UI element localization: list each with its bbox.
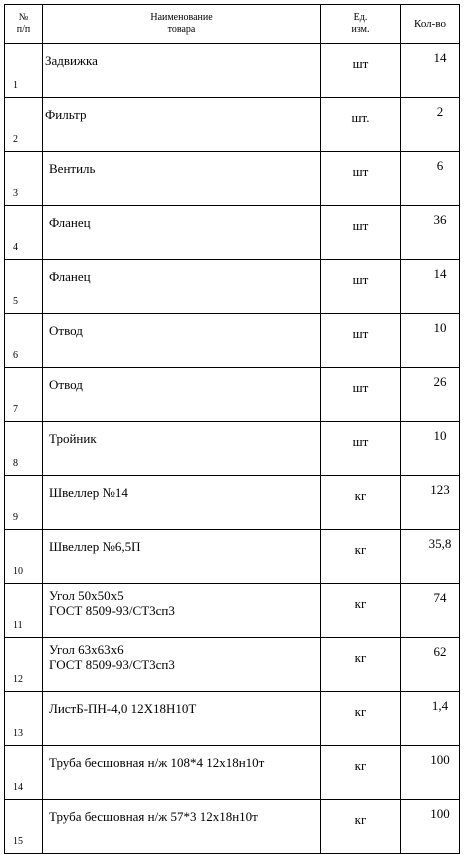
row-qty: 100 <box>401 800 460 854</box>
row-unit: кг <box>321 800 401 854</box>
row-qty: 14 <box>401 44 460 98</box>
row-qty: 74 <box>401 584 460 638</box>
row-name-line1: Угол 63х63х6 <box>49 642 124 657</box>
row-name: Фланец <box>43 260 321 314</box>
table-row <box>5 746 460 800</box>
row-name: Труба бесшовная н/ж 57*3 12х18н10т <box>43 800 321 854</box>
row-qty: 123 <box>401 476 460 530</box>
row-qty: 35,8 <box>401 530 460 584</box>
row-qty: 14 <box>401 260 460 314</box>
row-unit: шт <box>321 206 401 260</box>
row-unit: шт <box>321 368 401 422</box>
table-row <box>5 692 460 746</box>
row-name: Отвод <box>43 368 321 422</box>
table-row <box>5 638 460 692</box>
row-name: Тройник <box>43 422 321 476</box>
row-name: Задвижка <box>43 44 321 98</box>
header-name <box>43 5 321 44</box>
header-unit-line2: изм. <box>351 24 370 35</box>
row-name: ЛистБ-ПН-4,0 12Х18Н10Т <box>43 692 321 746</box>
header-unit <box>321 5 401 44</box>
row-num: 10 <box>5 530 43 584</box>
row-unit: шт. <box>321 98 401 152</box>
row-name <box>43 584 321 638</box>
row-unit: шт <box>321 152 401 206</box>
row-unit: шт <box>321 260 401 314</box>
goods-table <box>4 4 460 854</box>
table-row <box>5 800 460 854</box>
table-row <box>5 422 460 476</box>
row-num: 7 <box>5 368 43 422</box>
row-unit: кг <box>321 530 401 584</box>
row-unit: шт <box>321 422 401 476</box>
row-qty: 100 <box>401 746 460 800</box>
row-num: 9 <box>5 476 43 530</box>
header-num-line1: № <box>18 12 29 23</box>
row-num: 4 <box>5 206 43 260</box>
row-num: 13 <box>5 692 43 746</box>
row-name <box>43 638 321 692</box>
row-qty: 10 <box>401 314 460 368</box>
row-qty: 1,4 <box>401 692 460 746</box>
row-qty: 26 <box>401 368 460 422</box>
row-name: Труба бесшовная н/ж 108*4 12х18н10т <box>43 746 321 800</box>
row-name: Фильтр <box>43 98 321 152</box>
row-name: Фланец <box>43 206 321 260</box>
row-name: Отвод <box>43 314 321 368</box>
row-unit: кг <box>321 638 401 692</box>
row-num: 1 <box>5 44 43 98</box>
header-num-line2: п/п <box>16 24 31 35</box>
table-row <box>5 206 460 260</box>
row-unit: кг <box>321 476 401 530</box>
row-num: 5 <box>5 260 43 314</box>
row-name: Швеллер №6,5П <box>43 530 321 584</box>
row-qty: 2 <box>401 98 460 152</box>
row-name: Швеллер №14 <box>43 476 321 530</box>
row-num: 11 <box>5 584 43 638</box>
header-unit-line1: Ед. <box>353 12 368 23</box>
header-name-line1: Наименование <box>150 12 213 23</box>
row-name-line2: ГОСТ 8509-93/СТ3сп3 <box>49 657 175 672</box>
header-num <box>5 5 43 44</box>
header-qty: Кол-во <box>401 5 460 44</box>
table-row <box>5 368 460 422</box>
row-qty: 62 <box>401 638 460 692</box>
table-header-row <box>5 5 460 44</box>
row-qty: 10 <box>401 422 460 476</box>
row-unit: кг <box>321 692 401 746</box>
row-num: 14 <box>5 746 43 800</box>
table-row <box>5 530 460 584</box>
row-unit: шт <box>321 44 401 98</box>
row-num: 6 <box>5 314 43 368</box>
row-qty: 36 <box>401 206 460 260</box>
row-unit: кг <box>321 584 401 638</box>
table-row <box>5 584 460 638</box>
table-row <box>5 260 460 314</box>
table-row <box>5 44 460 98</box>
table-row <box>5 152 460 206</box>
table-row <box>5 98 460 152</box>
row-num: 2 <box>5 98 43 152</box>
header-name-line2: товара <box>167 24 196 35</box>
row-num: 8 <box>5 422 43 476</box>
row-unit: шт <box>321 314 401 368</box>
row-qty: 6 <box>401 152 460 206</box>
row-num: 15 <box>5 800 43 854</box>
row-name-line1: Угол 50х50х5 <box>49 588 124 603</box>
row-name: Вентиль <box>43 152 321 206</box>
table-row <box>5 314 460 368</box>
table-row <box>5 476 460 530</box>
row-unit: кг <box>321 746 401 800</box>
row-num: 12 <box>5 638 43 692</box>
row-name-line2: ГОСТ 8509-93/СТ3сп3 <box>49 603 175 618</box>
row-num: 3 <box>5 152 43 206</box>
